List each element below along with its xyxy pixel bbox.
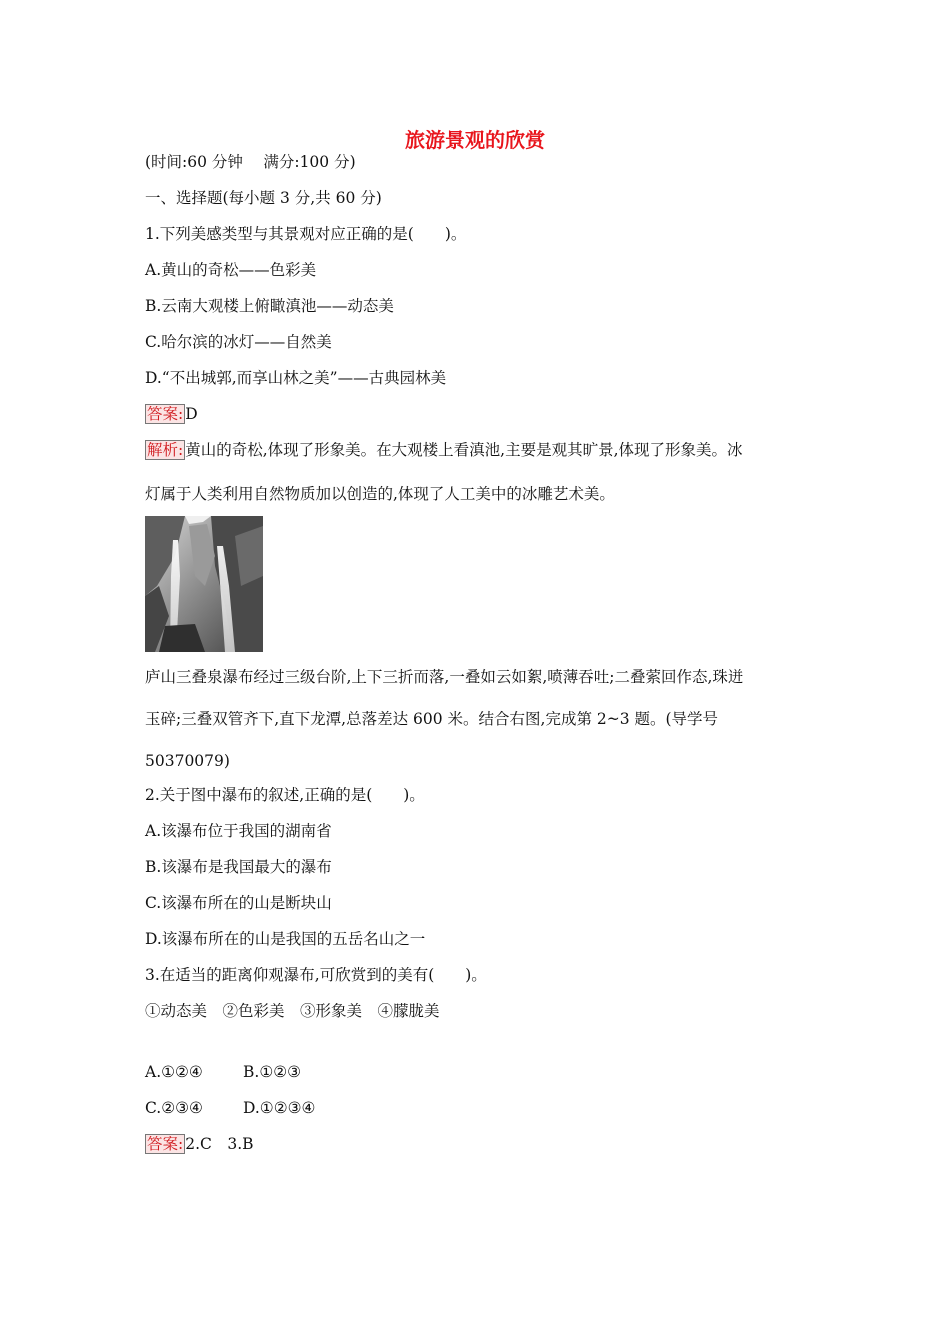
- waterfall-photo: [145, 516, 263, 652]
- answer-text: 2.C 3.B: [185, 1135, 254, 1153]
- section-heading: 一、选择题(每小题 3 分,共 60 分): [145, 189, 382, 207]
- exam-meta: (时间:60 分钟 满分:100 分): [145, 153, 356, 171]
- passage-line-2: 玉碎;三叠双管齐下,直下龙潭,总落差达 600 米。结合右图,完成第 2~3 题。(导学号: [145, 710, 719, 728]
- passage-line-3: 50370079): [145, 752, 230, 770]
- question-2-option-a: A.该瀑布位于我国的湖南省: [145, 822, 332, 840]
- question-1-answer: [145, 404, 198, 424]
- question-2-stem: 2.关于图中瀑布的叙述,正确的是( )。: [145, 786, 425, 804]
- answer-tag: 答案:: [147, 1135, 184, 1153]
- passage-line-1: 庐山三叠泉瀑布经过三级台阶,上下三折而落,一叠如云如絮,喷薄吞吐;二叠萦回作态,珠迸: [145, 668, 744, 686]
- question-1-analysis-line-1: [145, 440, 743, 460]
- analysis-text: 黄山的奇松,体现了形象美。在大观楼上看滇池,主要是观其旷景,体现了形象美。冰: [185, 441, 743, 459]
- question-1-option-c: C.哈尔滨的冰灯——自然美: [145, 333, 332, 351]
- analysis-tag: 解析:: [147, 441, 184, 459]
- question-3-option-d: D.①②③④: [243, 1099, 316, 1117]
- question-2-option-c: C.该瀑布所在的山是断块山: [145, 894, 332, 912]
- answer-text: D: [185, 405, 198, 423]
- question-1-option-b: B.云南大观楼上俯瞰滇池——动态美: [145, 297, 394, 315]
- question-3-stem: 3.在适当的距离仰观瀑布,可欣赏到的美有( )。: [145, 966, 487, 984]
- question-1-stem: 1.下列美感类型与其景观对应正确的是( )。: [145, 225, 467, 243]
- answer-tag: 答案:: [147, 405, 184, 423]
- page-title: 旅游景观的欣赏: [405, 128, 545, 152]
- answer-2-3: [145, 1134, 254, 1154]
- question-1-option-d: D.“不出城郭,而享山林之美”——古典园林美: [145, 369, 447, 387]
- question-2-option-b: B.该瀑布是我国最大的瀑布: [145, 858, 332, 876]
- question-1-option-a: A.黄山的奇松——色彩美: [145, 261, 317, 279]
- question-3-items: ①动态美 ②色彩美 ③形象美 ④朦胧美: [145, 1002, 440, 1020]
- question-2-option-d: D.该瀑布所在的山是我国的五岳名山之一: [145, 930, 426, 948]
- question-3-option-c: C.②③④: [145, 1099, 203, 1117]
- question-1-analysis-line-2: 灯属于人类利用自然物质加以创造的,体现了人工美中的冰雕艺术美。: [145, 485, 615, 503]
- question-3-option-a: A.①②④: [145, 1063, 203, 1081]
- question-3-option-b: B.①②③: [243, 1063, 302, 1081]
